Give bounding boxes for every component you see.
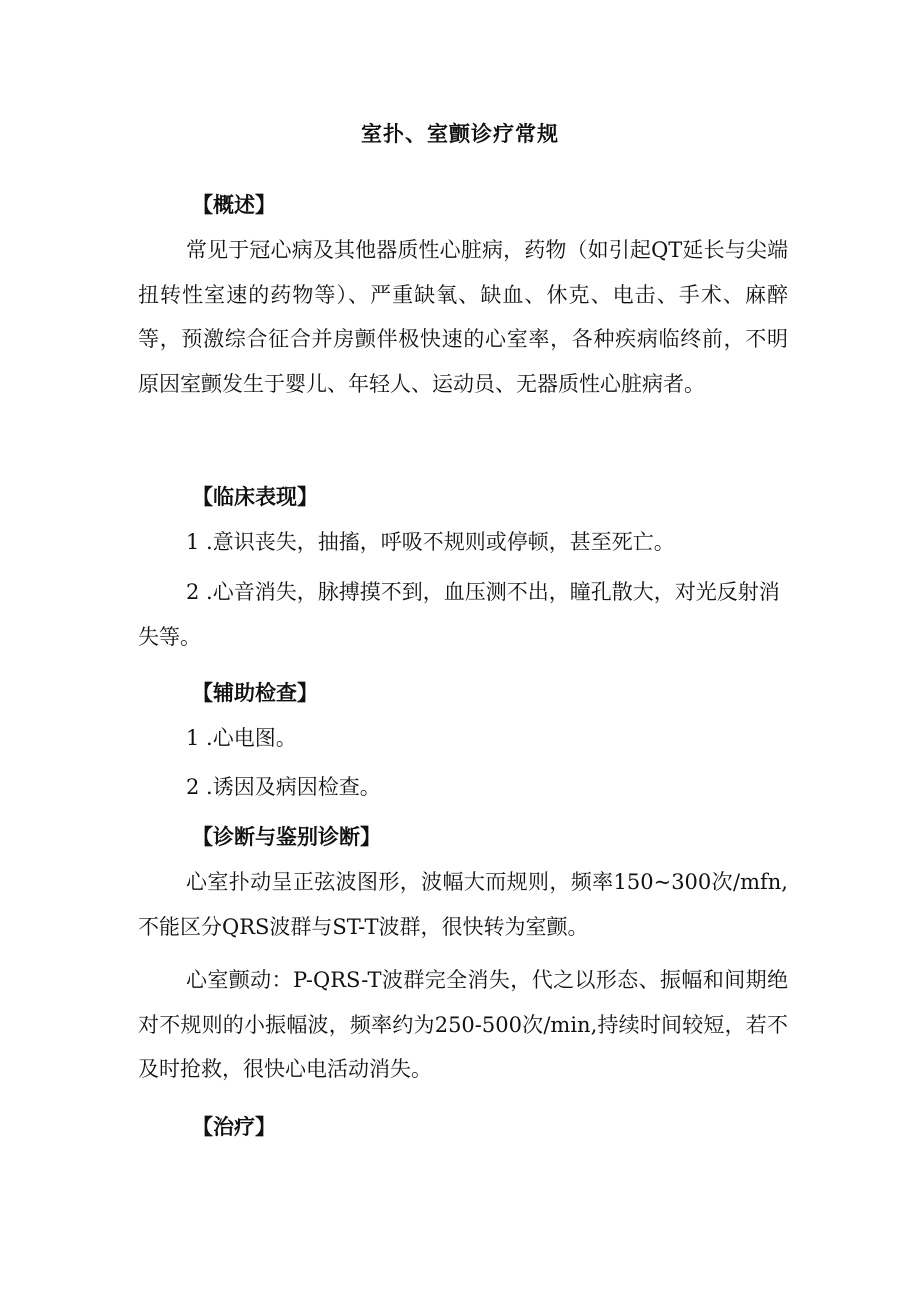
clinical-item-2: 2 .心音消失，脉搏摸不到，血压测不出，瞳孔散大，对光反射消失等。 <box>138 580 780 649</box>
diagnosis-paragraph-1: 心室扑动呈正弦波图形，波幅大而规则，频率150~300次/mfn,不能区分QRS波群与ST-T波群，很快转为室颤。 <box>138 870 788 939</box>
diagnosis-paragraph-2: 心室颤动：P-QRS-T波群完全消失，代之以形态、振幅和间期绝对不规则的小振幅波，频率约为250-500次/min,持续时间较短，若不及时抢救，很快心电活动消失。 <box>138 968 788 1081</box>
clinical-item-1: 1 .意识丧失，抽搐，呼吸不规则或停顿，甚至死亡。 <box>186 530 675 554</box>
overview-paragraph: 常见于冠心病及其他器质性心脏病，药物（如引起QT延长与尖端扭转性室速的药物等）、严重缺氧、缺血、休克、电击、手术、麻醉等，预激综合征合并房颤伴极快速的心室率，各种疾病临终前，不明原因室颤发生于婴儿、年轻人、运动员、无器质性心脏病者。 <box>138 238 788 396</box>
heading-diagnosis: 【诊断与鉴别诊断】 <box>192 825 381 849</box>
heading-overview: 【概述】 <box>192 193 276 217</box>
heading-clinical: 【临床表现】 <box>192 485 318 509</box>
exam-item-2: 2 .诱因及病因检查。 <box>186 775 381 799</box>
heading-exam: 【辅助检查】 <box>192 681 318 705</box>
exam-item-1: 1 .心电图。 <box>186 726 297 750</box>
page-title: 室扑、室颤诊疗常规 <box>361 122 559 146</box>
heading-treatment: 【治疗】 <box>192 1115 276 1139</box>
